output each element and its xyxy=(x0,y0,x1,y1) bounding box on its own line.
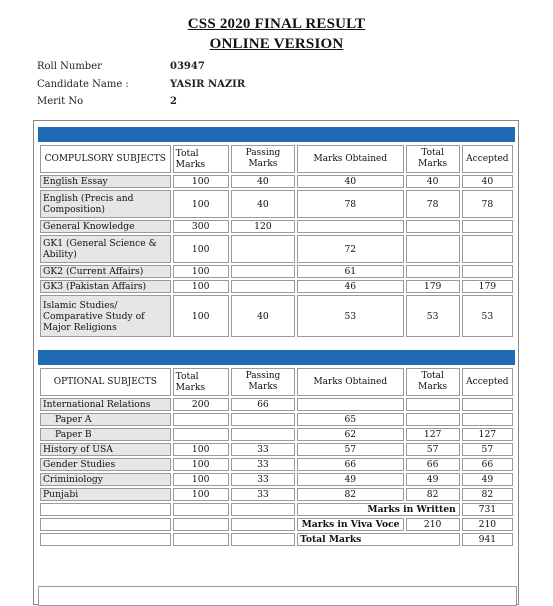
subject-name: International Relations xyxy=(40,398,171,411)
table-row xyxy=(40,473,513,486)
empty-cell xyxy=(40,518,171,531)
total-cell: 200 xyxy=(173,398,229,411)
table-row xyxy=(40,413,513,426)
viva-label: Marks in Viva Voce xyxy=(297,518,403,531)
col-marks-obtained: Marks Obtained xyxy=(297,368,403,396)
obtained-cell: 62 xyxy=(297,428,403,441)
subject-name: General Knowledge xyxy=(40,220,171,233)
table-row xyxy=(40,488,513,501)
viva-value: 210 xyxy=(462,518,513,531)
subject-name: GK2 (Current Affairs) xyxy=(40,265,171,278)
candidate-name-label: Candidate Name : xyxy=(37,79,129,90)
sum-cell xyxy=(406,265,460,278)
sum-cell: 57 xyxy=(406,443,460,456)
passing-cell: 40 xyxy=(231,295,295,337)
roll-number-label: Roll Number xyxy=(37,61,102,72)
compulsory-header-row xyxy=(40,145,513,173)
passing-cell: 33 xyxy=(231,473,295,486)
empty-cell xyxy=(40,503,171,516)
accepted-cell: 40 xyxy=(462,175,513,188)
passing-cell xyxy=(231,413,295,426)
subject-name: English (Precis and Composition) xyxy=(40,190,171,218)
accepted-cell: 127 xyxy=(462,428,513,441)
subject-name: Islamic Studies/ Comparative Study of Major Religions xyxy=(40,295,171,337)
optional-table xyxy=(38,366,515,548)
sum-cell: 40 xyxy=(406,175,460,188)
total-cell: 100 xyxy=(173,295,229,337)
written-value: 731 xyxy=(462,503,513,516)
total-cell: 100 xyxy=(173,265,229,278)
accepted-cell: 78 xyxy=(462,190,513,218)
viva-total: 210 xyxy=(406,518,460,531)
empty-cell xyxy=(231,518,295,531)
grand-total-row xyxy=(40,533,513,546)
total-cell xyxy=(173,413,229,426)
total-label: Total Marks xyxy=(297,533,460,546)
total-cell: 100 xyxy=(173,488,229,501)
sum-cell: 66 xyxy=(406,458,460,471)
compulsory-heading: COMPULSORY SUBJECTS xyxy=(40,145,171,173)
total-value: 941 xyxy=(462,533,513,546)
table-row xyxy=(40,190,513,218)
passing-cell xyxy=(231,235,295,263)
subject-name: GK3 (Pakistan Affairs) xyxy=(40,280,171,293)
table-row xyxy=(40,220,513,233)
accepted-cell xyxy=(462,265,513,278)
empty-cell xyxy=(40,533,171,546)
merit-value: 2 xyxy=(170,96,177,107)
empty-cell xyxy=(173,503,229,516)
total-cell: 100 xyxy=(173,443,229,456)
accepted-cell: 179 xyxy=(462,280,513,293)
optional-band xyxy=(38,350,515,365)
sum-cell xyxy=(406,398,460,411)
sum-cell: 49 xyxy=(406,473,460,486)
total-cell: 100 xyxy=(173,190,229,218)
subject-name: GK1 (General Science & Ability) xyxy=(40,235,171,263)
viva-row xyxy=(40,518,513,531)
sum-cell: 53 xyxy=(406,295,460,337)
passing-cell: 33 xyxy=(231,488,295,501)
sum-cell xyxy=(406,235,460,263)
total-cell: 100 xyxy=(173,458,229,471)
obtained-cell: 78 xyxy=(297,190,403,218)
sum-cell xyxy=(406,413,460,426)
accepted-cell: 53 xyxy=(462,295,513,337)
candidate-name-value: YASIR NAZIR xyxy=(170,79,246,90)
subject-name: English Essay xyxy=(40,175,171,188)
sum-cell: 179 xyxy=(406,280,460,293)
table-row xyxy=(40,428,513,441)
obtained-cell: 65 xyxy=(297,413,403,426)
obtained-cell: 40 xyxy=(297,175,403,188)
col-passing-marks: Passing Marks xyxy=(231,368,295,396)
total-cell: 300 xyxy=(173,220,229,233)
empty-cell xyxy=(173,533,229,546)
passing-cell xyxy=(231,428,295,441)
sum-cell: 127 xyxy=(406,428,460,441)
obtained-cell: 66 xyxy=(297,458,403,471)
empty-cell xyxy=(231,503,295,516)
subject-name: Gender Studies xyxy=(40,458,171,471)
total-cell: 100 xyxy=(173,175,229,188)
merit-label: Merit No xyxy=(37,96,84,107)
subject-name: Criminiology xyxy=(40,473,171,486)
compulsory-table xyxy=(38,143,515,339)
table-row xyxy=(40,295,513,337)
obtained-cell: 46 xyxy=(297,280,403,293)
passing-cell: 33 xyxy=(231,443,295,456)
roll-number-value: 03947 xyxy=(170,61,205,72)
sum-cell xyxy=(406,220,460,233)
accepted-cell: 82 xyxy=(462,488,513,501)
empty-cell xyxy=(173,518,229,531)
accepted-cell xyxy=(462,398,513,411)
subject-name: History of USA xyxy=(40,443,171,456)
col-total: Total Marks xyxy=(406,368,460,396)
accepted-cell xyxy=(462,235,513,263)
accepted-cell xyxy=(462,220,513,233)
table-row xyxy=(40,398,513,411)
obtained-cell xyxy=(297,398,403,411)
accepted-cell: 66 xyxy=(462,458,513,471)
obtained-cell: 72 xyxy=(297,235,403,263)
obtained-cell xyxy=(297,220,403,233)
obtained-cell: 61 xyxy=(297,265,403,278)
page-title: CSS 2020 FINAL RESULT xyxy=(187,16,366,32)
col-passing-marks: Passing Marks xyxy=(231,145,295,173)
footer-box xyxy=(38,586,517,606)
col-total: Total Marks xyxy=(406,145,460,173)
total-cell: 100 xyxy=(173,473,229,486)
optional-header-row xyxy=(40,368,513,396)
written-label: Marks in Written xyxy=(297,503,460,516)
table-row xyxy=(40,265,513,278)
table-row xyxy=(40,175,513,188)
result-frame xyxy=(33,120,519,605)
total-cell xyxy=(173,428,229,441)
accepted-cell: 49 xyxy=(462,473,513,486)
accepted-cell: 57 xyxy=(462,443,513,456)
col-total-marks: Total Marks xyxy=(173,368,229,396)
obtained-cell: 49 xyxy=(297,473,403,486)
passing-cell: 40 xyxy=(231,175,295,188)
compulsory-band xyxy=(38,127,515,142)
subject-name: Paper B xyxy=(40,428,171,441)
obtained-cell: 53 xyxy=(297,295,403,337)
table-row xyxy=(40,458,513,471)
subject-name: Punjabi xyxy=(40,488,171,501)
col-total-marks: Total Marks xyxy=(173,145,229,173)
passing-cell: 33 xyxy=(231,458,295,471)
total-cell: 100 xyxy=(173,235,229,263)
total-cell: 100 xyxy=(173,280,229,293)
obtained-cell: 57 xyxy=(297,443,403,456)
page-subtitle: ONLINE VERSION xyxy=(209,36,344,52)
table-row xyxy=(40,280,513,293)
subject-name: Paper A xyxy=(40,413,171,426)
table-row xyxy=(40,443,513,456)
sum-cell: 82 xyxy=(406,488,460,501)
passing-cell: 66 xyxy=(231,398,295,411)
passing-cell: 120 xyxy=(231,220,295,233)
col-accepted: Accepted xyxy=(462,368,513,396)
sum-cell: 78 xyxy=(406,190,460,218)
passing-cell: 40 xyxy=(231,190,295,218)
empty-cell xyxy=(231,533,295,546)
table-row xyxy=(40,235,513,263)
written-total-row xyxy=(40,503,513,516)
optional-heading: OPTIONAL SUBJECTS xyxy=(40,368,171,396)
passing-cell xyxy=(231,265,295,278)
col-accepted: Accepted xyxy=(462,145,513,173)
passing-cell xyxy=(231,280,295,293)
accepted-cell xyxy=(462,413,513,426)
obtained-cell: 82 xyxy=(297,488,403,501)
col-marks-obtained: Marks Obtained xyxy=(297,145,403,173)
